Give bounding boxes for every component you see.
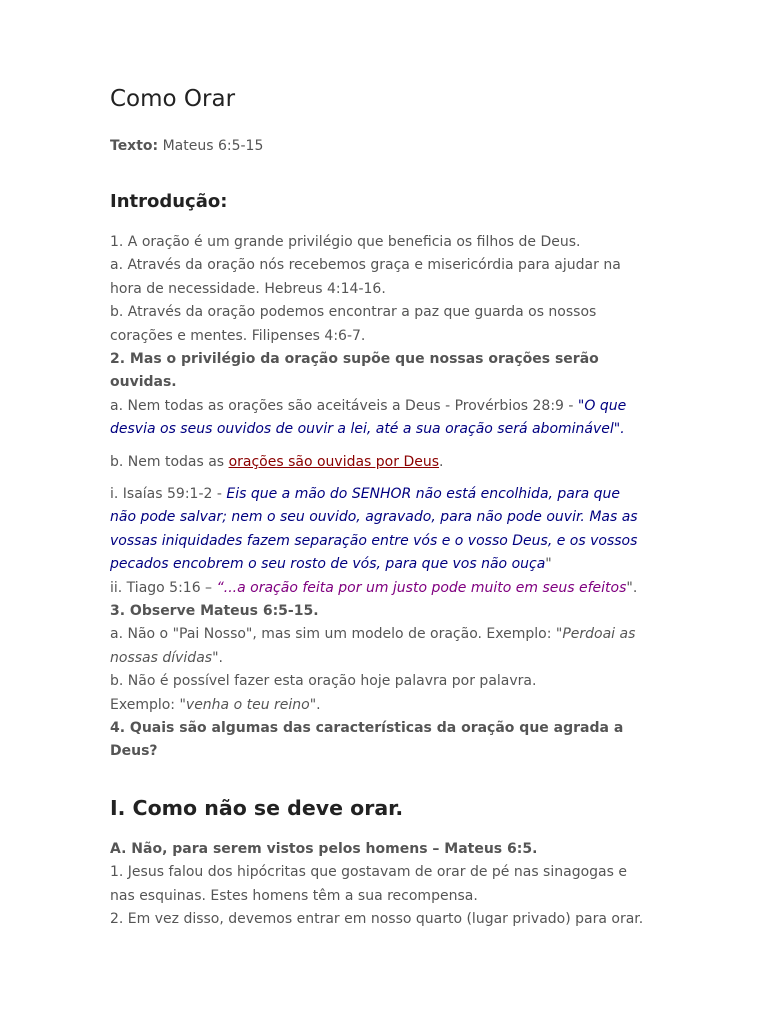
page-title: Como Orar bbox=[110, 86, 236, 112]
texto-label: Texto: bbox=[110, 138, 159, 154]
intro-point-2a-line1 bbox=[110, 395, 670, 418]
intro-point-4-line2: Deus? bbox=[110, 743, 158, 760]
intro-point-2-line2: ouvidas. bbox=[110, 374, 177, 391]
intro-subpoints bbox=[110, 483, 670, 764]
scripture-reference bbox=[110, 135, 263, 158]
intro-point-2b-end: . bbox=[439, 454, 444, 470]
intro-point-3a-end: ". bbox=[212, 649, 223, 666]
isaiah-quote-3: vossas iniquidades fazem separação entre vós e o vosso Deus, e os vossos bbox=[110, 532, 638, 549]
intro-point-3b: b. Não é possível fazer esta oração hoje palavra por palavra. bbox=[110, 673, 537, 690]
isaiah-end: " bbox=[545, 556, 552, 573]
intro-heading: Introdução: bbox=[110, 191, 228, 212]
intro-point-1a-line1: a. Através da oração nós recebemos graça e misericórdia para ajudar na bbox=[110, 257, 621, 274]
example-italic: venha o teu reino bbox=[185, 696, 310, 713]
intro-point-3a-line1 bbox=[110, 623, 670, 646]
texto-value: Mateus 6:5-15 bbox=[158, 138, 264, 154]
intro-point-3a-text: a. Não o "Pai Nosso", mas sim um modelo de oração. Exemplo: " bbox=[110, 626, 563, 643]
isaiah-quote-4: pecados encobrem o seu rosto de vós, para que vos não ouça bbox=[110, 556, 546, 573]
isaiah-line4 bbox=[110, 553, 670, 576]
intro-point-3: 3. Observe Mateus 6:5-15. bbox=[110, 603, 319, 620]
proverbs-quote-line2: desvia os seus ouvidos de ouvir a lei, até a sua oração será abominável". bbox=[110, 421, 625, 438]
intro-point-2a-text: a. Nem todas as orações são aceitáveis a Deus - Provérbios 28:9 - bbox=[110, 397, 578, 414]
james-ref: ii. Tiago 5:16 – bbox=[110, 579, 217, 596]
intro-point-4-line1: 4. Quais são algumas das características da oração que agrada a bbox=[110, 720, 624, 737]
section1-point-2: 2. Em vez disso, devemos entrar em nosso quarto (lugar privado) para orar. bbox=[110, 911, 644, 928]
intro-point-2b bbox=[110, 451, 670, 474]
example-end: ". bbox=[309, 696, 321, 713]
example-text: Exemplo: " bbox=[110, 696, 186, 713]
section1-block bbox=[110, 838, 670, 932]
intro-point-3a-italic1: Perdoai as bbox=[562, 626, 636, 643]
isaiah-line1 bbox=[110, 483, 670, 506]
intro-point-2-line1: 2. Mas o privilégio da oração supõe que nossas orações serão bbox=[110, 351, 599, 368]
intro-point-3b-example bbox=[110, 694, 670, 717]
intro-point-3a-italic2: nossas dívidas bbox=[110, 649, 213, 666]
section1-point-a: A. Não, para serem vistos pelos homens – Mateus 6:5. bbox=[110, 841, 538, 857]
prayers-heard-link[interactable]: orações são ouvidas por Deus bbox=[228, 454, 440, 470]
isaiah-ref: i. Isaías 59:1-2 - bbox=[110, 486, 227, 502]
isaiah-quote-1: Eis que a mão do SENHOR não está encolhida, para que bbox=[226, 486, 621, 502]
isaiah-quote-2: não pode salvar; nem o seu ouvido, agravado, para não pode ouvir. Mas as bbox=[110, 509, 638, 526]
intro-point-1: 1. A oração é um grande privilégio que beneficia os filhos de Deus. bbox=[110, 234, 581, 250]
section1-point-1-line2: nas esquinas. Estes homens têm a sua recompensa. bbox=[110, 887, 478, 904]
proverbs-quote-start: "O que bbox=[577, 397, 627, 414]
intro-point-1b-line1: b. Através da oração podemos encontrar a paz que guarda os nossos bbox=[110, 304, 597, 321]
intro-point-1a-line2: hora de necessidade. Hebreus 4:14-16. bbox=[110, 280, 386, 297]
section1-point-1-line1: 1. Jesus falou dos hipócritas que gostavam de orar de pé nas sinagogas e bbox=[110, 864, 627, 881]
intro-point-2b-text: b. Nem todas as bbox=[110, 454, 229, 470]
james-quote: “...a oração feita por um justo pode muito em seus efeitos bbox=[216, 579, 627, 596]
james-end: ". bbox=[626, 579, 638, 596]
james-line bbox=[110, 577, 670, 600]
section1-heading: I. Como não se deve orar. bbox=[110, 796, 404, 820]
intro-block bbox=[110, 231, 670, 442]
intro-point-3a-line2 bbox=[110, 647, 670, 670]
intro-point-1b-line2: corações e mentes. Filipenses 4:6-7. bbox=[110, 327, 366, 344]
